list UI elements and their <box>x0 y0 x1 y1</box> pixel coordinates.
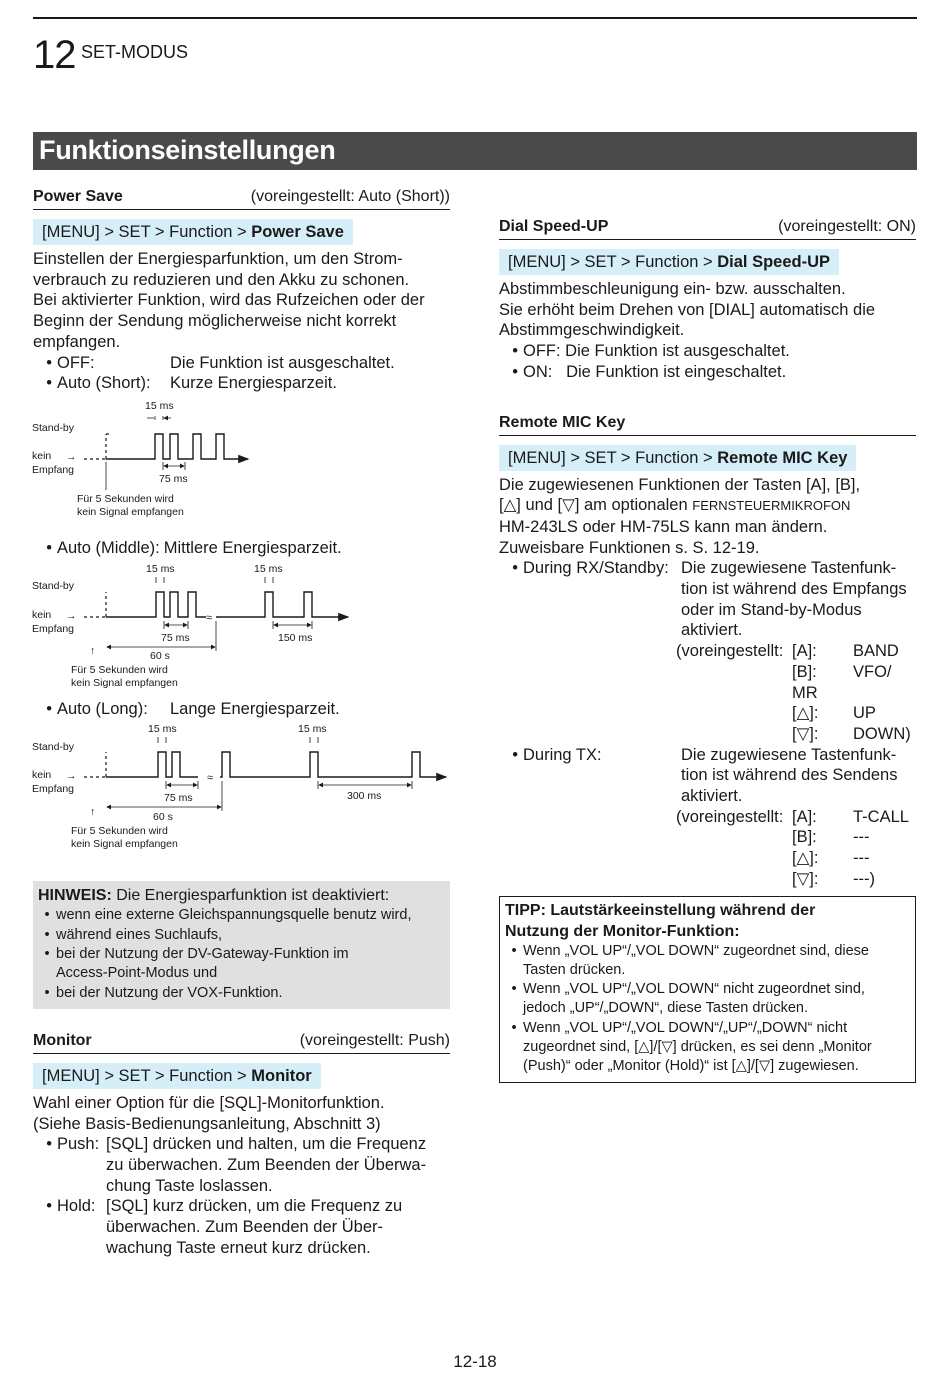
option-auto-middle: • Auto (Middle): Mittlere Energiesparzeit. <box>33 538 450 559</box>
option-key: Auto (Middle): <box>57 538 160 557</box>
power-save-menu-path <box>33 219 353 245</box>
menu-path-prefix: [MENU] > SET > Function > <box>508 448 718 467</box>
label-75ms: 75 ms <box>164 792 193 805</box>
default-row: [▽]: ---) <box>792 869 875 888</box>
right-column <box>499 216 916 1083</box>
svg-text:↑: ↑ <box>90 644 96 657</box>
power-save-title: Power Save <box>33 188 123 205</box>
label-note2: kein Signal empfangen <box>71 838 178 851</box>
dial-speed-menu-path <box>499 249 839 275</box>
text-line: verbrauch zu reduzieren und den Akku zu schonen. <box>33 270 410 289</box>
text-line: Sie erhöht beim Drehen von [DIAL] automatisch die <box>499 300 876 319</box>
label-note1: Für 5 Sekunden wird <box>71 825 168 838</box>
option-value: Mittlere Energiesparzeit. <box>163 538 342 557</box>
text-line: (Siehe Basis-Bedienungsanleitung, Abschnitt 3) <box>33 1114 381 1133</box>
left-column <box>33 186 450 1258</box>
section-banner <box>33 132 917 170</box>
option-tx: • During TX: Die zugewiesene Tastenfunk- tion ist während des Sendens aktiviert. <box>512 745 898 806</box>
svg-text:→: → <box>66 770 77 783</box>
monitor-default: (voreingestellt: Push) <box>299 1031 450 1049</box>
tip-item: • Wenn „VOL UP“/„VOL DOWN“ nicht zugeordnet sind, jedoch „UP“/„DOWN“, diese Tasten drücken. <box>511 981 865 1017</box>
label-note2: kein Signal empfangen <box>77 505 184 518</box>
option-value: Kurze Energiesparzeit. <box>170 374 337 393</box>
label-note2: kein Signal empfangen <box>71 676 178 689</box>
tip-item: • Wenn „VOL UP“/„VOL DOWN“/„UP“/„DOWN“ nicht zugeordnet sind, [△]/[▽] drücken, es sei denn „Monitor (Push)“ oder „Monitor (Hold)“ ist [△]/[▽] zugewiesen. <box>511 1019 872 1075</box>
power-save-heading <box>33 186 450 210</box>
option-value: Die Funktion ist ausgeschaltet. <box>170 353 395 372</box>
tip-box <box>499 896 916 1083</box>
option-hold: • Hold: [SQL] kurz drücken, um die Frequenz zu überwachen. Zum Beenden der Über- wachung Taste erneut kurz drücken. <box>46 1197 403 1257</box>
label-standby: Stand-by <box>32 579 75 592</box>
text-line: Die zugewiesenen Funktionen der Tasten [A], [B], <box>499 475 861 494</box>
text-line: Bei aktivierter Funktion, wird das Rufzeichen oder der <box>33 291 425 310</box>
monitor-title: Monitor <box>33 1031 92 1049</box>
label-300ms: 300 ms <box>347 790 382 803</box>
text-line: empfangen. <box>33 332 121 351</box>
svg-text:≈: ≈ <box>207 772 214 785</box>
default-row: [B]: VFO/ <box>792 662 892 681</box>
default-row: (voreingestellt: [A]: T-CALL <box>676 807 909 826</box>
text-line: Abstimmbeschleunigung ein- bzw. ausschalten. <box>499 280 846 298</box>
menu-path-item: Dial Speed-UP <box>717 253 831 271</box>
dial-speed-title: Dial Speed-UP <box>499 218 609 235</box>
note-item: • wenn eine externe Gleichspannungsquelle benutz wird, <box>44 907 412 924</box>
timing-diagram-middle <box>32 559 450 695</box>
label-75ms: 75 ms <box>159 472 188 485</box>
label-empfang: Empfang <box>32 783 75 796</box>
option-key: Auto (Short): <box>57 374 151 393</box>
dial-speed-heading <box>499 216 916 240</box>
label-75ms: 75 ms <box>161 631 190 644</box>
label-standby: Stand-by <box>32 741 75 754</box>
dial-speed-default: (voreingestellt: ON) <box>778 218 916 235</box>
chapter-title: SET-MODUS <box>81 42 189 62</box>
default-row: [△]: UP <box>792 704 876 723</box>
label-15ms: 15 ms <box>298 723 327 736</box>
option-key: Auto (Long): <box>57 699 148 718</box>
label-150ms: 150 ms <box>278 631 313 644</box>
option-rx-standby: • During RX/Standby: Die zugewiesene Tastenfunk- tion ist während des Empfangs oder im Stand-by-Modus aktiviert. <box>512 559 907 640</box>
note-item: • bei der Nutzung der VOX-Funktion. <box>44 984 283 1001</box>
monitor-menu-path <box>33 1063 321 1089</box>
option-value: Lange Energiesparzeit. <box>170 699 340 718</box>
timing-diagram-long <box>32 719 450 859</box>
chapter-number: 12 <box>33 33 76 77</box>
svg-text:→: → <box>66 450 77 463</box>
menu-path-item: Remote MIC Key <box>717 448 848 467</box>
text-line: Beginn der Sendung möglicherweise nicht korrekt <box>33 312 397 331</box>
label-60s: 60 s <box>150 649 170 662</box>
text-line: Wahl einer Option für die [SQL]-Monitorfunktion. <box>33 1093 385 1112</box>
power-save-default: (voreingestellt: Auto (Short)) <box>250 188 450 205</box>
option-on: • ON: Die Funktion ist eingeschaltet. <box>512 362 787 381</box>
label-60s: 60 s <box>153 811 173 824</box>
remote-mic-menu-path <box>499 445 856 471</box>
label-15ms: 15 ms <box>148 723 177 736</box>
tip-item: • Wenn „VOL UP“/„VOL DOWN“ zugeordnet sind, diese Tasten drücken. <box>511 942 869 978</box>
option-key: OFF: <box>57 353 95 372</box>
tip-title: Nutzung der Monitor-Funktion: <box>505 922 740 940</box>
default-row: [▽]: DOWN) <box>792 724 911 743</box>
tip-title: TIPP: Lautstärkeeinstellung während der <box>505 901 816 919</box>
menu-path-prefix: [MENU] > SET > Function > <box>508 253 718 271</box>
menu-path-prefix: [MENU] > SET > Function > <box>42 1066 252 1085</box>
label-note1: Für 5 Sekunden wird <box>77 492 174 505</box>
note-text: Die Energiesparfunktion ist deaktiviert: <box>111 887 390 905</box>
label-kein: kein <box>32 608 52 621</box>
label-15ms: 15 ms <box>145 399 174 412</box>
label-kein: kein <box>32 449 52 462</box>
option-off: • OFF: Die Funktion ist ausgeschaltet. <box>512 342 790 361</box>
default-row: MR <box>792 683 818 702</box>
note-label: HINWEIS: <box>38 887 112 905</box>
monitor-heading <box>33 1030 450 1054</box>
label-note1: Für 5 Sekunden wird <box>71 663 168 676</box>
text-line: Abstimmgeschwindigkeit. <box>499 321 685 340</box>
note-box <box>33 881 450 1008</box>
tx-defaults <box>499 807 916 890</box>
section-banner-title: Funktionseinstellungen <box>39 135 336 165</box>
label-kein: kein <box>32 769 52 782</box>
page-number: 12-18 <box>453 1352 497 1371</box>
option-push: • Push: [SQL] drücken und halten, um die Frequenz zu überwachen. Zum Beenden der Überwa- chung Taste loslassen. <box>46 1135 427 1195</box>
svg-text:→: → <box>66 609 77 622</box>
remote-mic-title: Remote MIC Key <box>499 413 626 431</box>
option-off: • OFF: Die Funktion ist ausgeschaltet. <box>33 353 450 374</box>
menu-path-item: Power Save <box>251 223 344 241</box>
option-auto-long: • Auto (Long): Lange Energiesparzeit. <box>33 699 450 720</box>
text-line: Einstellen der Energiesparfunktion, um den Strom- <box>33 250 403 268</box>
default-row: [△]: --- <box>792 849 870 868</box>
default-row: (voreingestellt: [A]: BAND <box>676 642 899 661</box>
label-15ms: 15 ms <box>254 562 283 575</box>
text-line: HM-243LS oder HM-75LS kann man ändern. <box>499 517 828 536</box>
label-15ms: 15 ms <box>146 562 175 575</box>
text-line: [△] und [▽] am optionalen FERNSTEUERMIKROFON <box>499 496 851 515</box>
label-empfang: Empfang <box>32 622 75 635</box>
note-heading <box>38 885 445 906</box>
text-line: Zuweisbare Funktionen s. S. 12-19. <box>499 538 760 557</box>
option-auto-short: • Auto (Short): Kurze Energiesparzeit. <box>33 373 450 394</box>
menu-path-prefix: [MENU] > SET > Function > <box>42 223 252 241</box>
header-rule <box>33 17 917 19</box>
note-item: Access-Point-Modus und <box>56 965 218 982</box>
rx-defaults <box>499 641 916 745</box>
svg-text:↑: ↑ <box>90 806 96 819</box>
note-item: • während eines Suchlaufs, <box>44 926 223 943</box>
label-empfang: Empfang <box>32 463 75 476</box>
note-item: • bei der Nutzung der DV-Gateway-Funktion im <box>44 945 349 962</box>
menu-path-item: Monitor <box>251 1066 312 1085</box>
svg-text:≈: ≈ <box>206 611 213 624</box>
remote-mic-heading <box>499 412 916 436</box>
label-standby: Stand-by <box>32 421 75 434</box>
power-save-description <box>33 249 450 353</box>
default-row: [B]: --- <box>792 828 870 847</box>
timing-diagram-short <box>32 394 450 528</box>
